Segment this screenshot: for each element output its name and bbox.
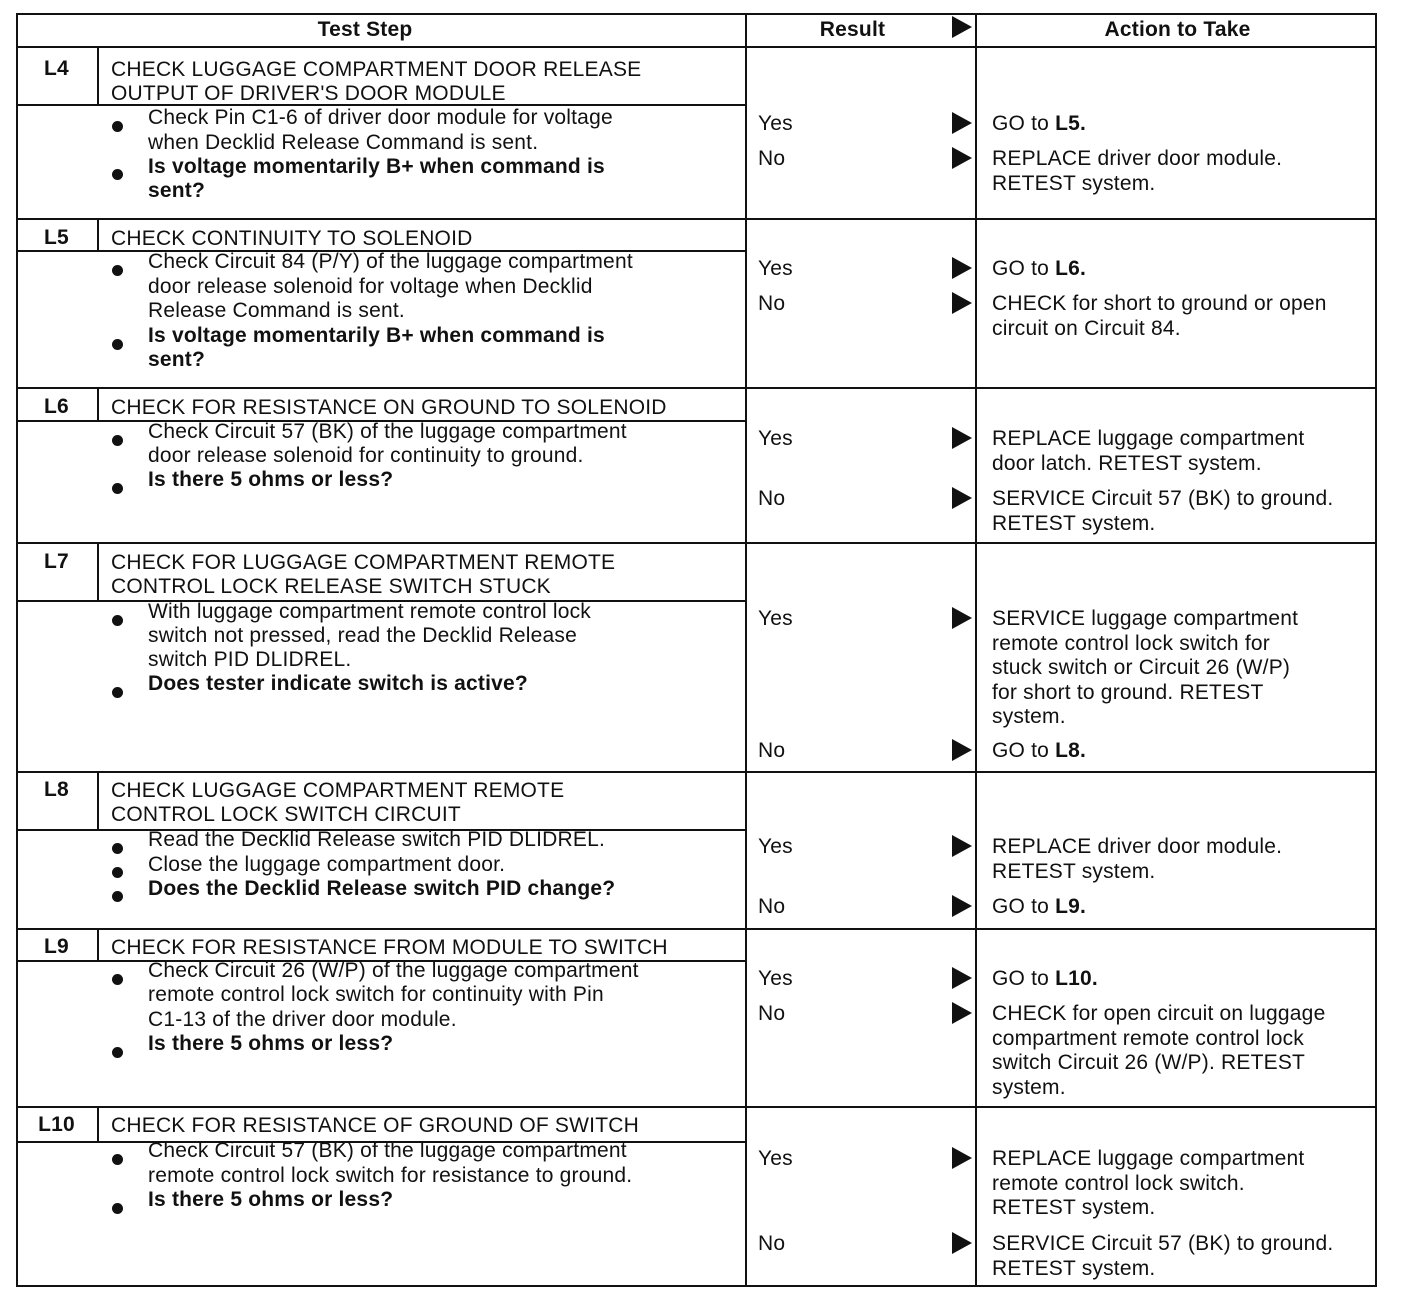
- check-instruction-line: when Decklid Release Command is sent.: [148, 131, 539, 154]
- action-line: [992, 681, 1264, 706]
- action-text: RETEST system.: [992, 1256, 1156, 1280]
- check-instruction-line: Check Circuit 26 (W/P) of the luggage compartment: [148, 959, 639, 982]
- arrow-icon: [952, 112, 972, 134]
- check-instruction-line: Release Command is sent.: [148, 299, 405, 322]
- action-line: [992, 147, 1282, 172]
- check-question-line: Is there 5 ohms or less?: [148, 468, 394, 491]
- step-title-line: CHECK FOR LUGGAGE COMPARTMENT REMOTE: [111, 551, 616, 574]
- action-line: [992, 705, 1066, 730]
- check-instruction-line: Check Circuit 57 (BK) of the luggage compartment: [148, 1139, 627, 1162]
- action-line: [992, 1027, 1304, 1052]
- check-instruction-line: Read the Decklid Release switch PID DLIDREL.: [148, 828, 605, 851]
- action-text: REPLACE luggage compartment: [992, 1147, 1305, 1170]
- next-step-ref: L9.: [1055, 895, 1087, 918]
- result-yes: Yes: [758, 112, 793, 135]
- step-id: L6: [44, 395, 69, 418]
- step-id: L10: [38, 1113, 75, 1136]
- bullet-icon: [112, 1047, 123, 1058]
- action-column-divider: [975, 13, 977, 1287]
- action-text: CHECK for open circuit on luggage: [992, 1002, 1326, 1025]
- bullet-icon: [112, 483, 123, 494]
- step-id-divider: [97, 928, 99, 960]
- result-yes: Yes: [758, 257, 793, 280]
- header-arrow-icon: [952, 16, 972, 38]
- action-line: [992, 1196, 1155, 1221]
- action-line: [992, 1076, 1066, 1101]
- action-text: RETEST system.: [992, 511, 1156, 535]
- check-instruction-line: Check Circuit 84 (P/Y) of the luggage compartment: [148, 250, 633, 273]
- arrow-icon: [952, 487, 972, 509]
- action-line: [992, 1051, 1305, 1076]
- action-text: RETEST system.: [992, 859, 1156, 883]
- check-instruction-line: switch PID DLIDREL.: [148, 648, 352, 671]
- action-line: [992, 607, 1298, 632]
- result-yes: Yes: [758, 967, 793, 990]
- action-text: GO to: [992, 257, 1056, 280]
- step-separator: [16, 387, 1377, 389]
- step-id: L5: [44, 226, 69, 249]
- action-text: CHECK for short to ground or open: [992, 292, 1327, 315]
- action-line: [992, 1002, 1325, 1027]
- result-no: No: [758, 292, 786, 315]
- action-line: [992, 452, 1262, 477]
- check-question-line: Is there 5 ohms or less?: [148, 1032, 394, 1055]
- step-title-line: CHECK LUGGAGE COMPARTMENT DOOR RELEASE: [111, 58, 642, 81]
- action-text: RETEST system.: [992, 1196, 1156, 1219]
- header-action: Action to Take: [1104, 18, 1251, 41]
- step-title-line: CHECK FOR RESISTANCE ON GROUND TO SOLENOID: [111, 396, 667, 419]
- step-separator: [16, 218, 1377, 220]
- result-column-divider: [745, 13, 747, 1287]
- action-line: [992, 512, 1155, 537]
- action-line: [992, 895, 1086, 920]
- next-step-ref: L10.: [1055, 967, 1098, 990]
- step-separator: [16, 771, 1377, 773]
- action-text: RETEST system.: [992, 171, 1156, 195]
- step-id-divider: [97, 387, 99, 420]
- result-no: No: [758, 147, 786, 170]
- bullet-icon: [112, 843, 123, 854]
- check-instruction-line: Check Circuit 57 (BK) of the luggage compartment: [148, 420, 627, 443]
- header-test-step: Test Step: [317, 18, 413, 41]
- action-line: [992, 656, 1290, 681]
- step-id: L4: [44, 57, 69, 80]
- arrow-icon: [952, 895, 972, 917]
- step-id-divider: [97, 1106, 99, 1141]
- action-text: SERVICE Circuit 57 (BK) to ground.: [992, 487, 1334, 510]
- arrow-icon: [952, 292, 972, 314]
- bullet-icon: [112, 615, 123, 626]
- action-text: SERVICE luggage compartment: [992, 607, 1299, 630]
- next-step-ref: L6.: [1055, 257, 1087, 280]
- action-text: system.: [992, 1075, 1066, 1099]
- bullet-icon: [112, 1203, 123, 1214]
- action-text: remote control lock switch for: [992, 631, 1270, 655]
- arrow-icon: [952, 835, 972, 857]
- check-instruction-line: Close the luggage compartment door.: [148, 853, 506, 876]
- step-separator: [16, 1106, 1377, 1108]
- action-text: GO to: [992, 895, 1056, 918]
- action-text: GO to: [992, 112, 1056, 135]
- check-instruction-line: door release solenoid for continuity to ground.: [148, 444, 584, 467]
- step-title-line: OUTPUT OF DRIVER'S DOOR MODULE: [111, 82, 506, 105]
- check-question-line: Is voltage momentarily B+ when command is: [148, 155, 605, 178]
- step-id-divider: [97, 218, 99, 250]
- check-instruction-line: door release solenoid for voltage when Decklid: [148, 275, 593, 298]
- arrow-icon: [952, 427, 972, 449]
- action-text: REPLACE driver door module.: [992, 835, 1283, 858]
- bullet-icon: [112, 169, 123, 180]
- next-step-ref: L8.: [1055, 739, 1087, 762]
- action-text: REPLACE driver door module.: [992, 147, 1283, 170]
- bullet-icon: [112, 1154, 123, 1165]
- step-title-line: CHECK FOR RESISTANCE OF GROUND OF SWITCH: [111, 1114, 639, 1137]
- action-line: [992, 1257, 1155, 1282]
- step-separator: [16, 542, 1377, 544]
- action-text: stuck switch or Circuit 26 (W/P): [992, 656, 1291, 679]
- bullet-icon: [112, 265, 123, 276]
- bullet-icon: [112, 121, 123, 132]
- result-yes: Yes: [758, 1147, 793, 1170]
- step-id: L7: [44, 550, 69, 573]
- action-text: SERVICE Circuit 57 (BK) to ground.: [992, 1232, 1334, 1255]
- check-question-line: Is there 5 ohms or less?: [148, 1188, 394, 1211]
- step-id-divider: [97, 542, 99, 600]
- action-text: door latch. RETEST system.: [992, 451, 1262, 475]
- step-id: L9: [44, 935, 69, 958]
- check-question-line: Is voltage momentarily B+ when command is: [148, 324, 605, 347]
- bullet-icon: [112, 891, 123, 902]
- action-line: [992, 835, 1282, 860]
- check-question-line: Does the Decklid Release switch PID change?: [148, 877, 616, 900]
- step-title-line: CONTROL LOCK SWITCH CIRCUIT: [111, 803, 461, 826]
- action-text: REPLACE luggage compartment: [992, 427, 1305, 450]
- header-divider: [16, 46, 1377, 48]
- action-line: [992, 172, 1155, 197]
- step-id: L8: [44, 778, 69, 801]
- arrow-icon: [952, 607, 972, 629]
- check-instruction-line: C1-13 of the driver door module.: [148, 1008, 457, 1031]
- check-question-line: sent?: [148, 179, 206, 202]
- action-line: [992, 860, 1155, 885]
- arrow-icon: [952, 739, 972, 761]
- step-title-line: CONTROL LOCK RELEASE SWITCH STUCK: [111, 575, 551, 598]
- action-line: [992, 487, 1333, 512]
- check-instruction-line: remote control lock switch for resistance to ground.: [148, 1164, 633, 1187]
- action-line: [992, 1172, 1245, 1197]
- action-line: [992, 1147, 1304, 1172]
- action-text: system.: [992, 705, 1066, 728]
- result-no: No: [758, 1232, 786, 1255]
- action-line: [992, 427, 1304, 452]
- check-instruction-line: Check Pin C1-6 of driver door module for voltage: [148, 106, 613, 129]
- next-step-ref: L5.: [1055, 112, 1087, 135]
- action-text: compartment remote control lock: [992, 1026, 1304, 1050]
- bullet-icon: [112, 867, 123, 878]
- result-yes: Yes: [758, 607, 793, 630]
- check-instruction-line: With luggage compartment remote control lock: [148, 600, 591, 623]
- step-separator: [16, 928, 1377, 930]
- step-id-divider: [97, 771, 99, 829]
- action-text: circuit on Circuit 84.: [992, 316, 1181, 340]
- check-question-line: Does tester indicate switch is active?: [148, 672, 528, 695]
- header-result: Result: [819, 18, 886, 41]
- result-no: No: [758, 739, 786, 762]
- action-line: [992, 317, 1181, 342]
- action-text: remote control lock switch.: [992, 1171, 1245, 1195]
- arrow-icon: [952, 1232, 972, 1254]
- arrow-icon: [952, 147, 972, 169]
- action-line: [992, 632, 1270, 657]
- bullet-icon: [112, 974, 123, 985]
- step-id-divider: [97, 46, 99, 104]
- result-no: No: [758, 487, 786, 510]
- step-title-line: CHECK FOR RESISTANCE FROM MODULE TO SWITCH: [111, 936, 668, 959]
- result-no: No: [758, 895, 786, 918]
- step-title-line: CHECK LUGGAGE COMPARTMENT REMOTE: [111, 779, 565, 802]
- arrow-icon: [952, 967, 972, 989]
- result-yes: Yes: [758, 427, 793, 450]
- step-title-line: CHECK CONTINUITY TO SOLENOID: [111, 227, 473, 250]
- action-line: [992, 292, 1327, 317]
- action-text: GO to: [992, 739, 1056, 762]
- result-no: No: [758, 1002, 786, 1025]
- action-line: [992, 967, 1098, 992]
- check-instruction-line: remote control lock switch for continuity with Pin: [148, 983, 604, 1006]
- check-instruction-line: switch not pressed, read the Decklid Release: [148, 624, 578, 647]
- action-text: switch Circuit 26 (W/P). RETEST: [992, 1051, 1306, 1074]
- action-line: [992, 112, 1086, 137]
- arrow-icon: [952, 257, 972, 279]
- bullet-icon: [112, 687, 123, 698]
- arrow-icon: [952, 1147, 972, 1169]
- result-yes: Yes: [758, 835, 793, 858]
- action-line: [992, 257, 1086, 282]
- action-line: [992, 739, 1086, 764]
- bullet-icon: [112, 339, 123, 350]
- action-text: GO to: [992, 967, 1056, 990]
- action-line: [992, 1232, 1333, 1257]
- bullet-icon: [112, 435, 123, 446]
- arrow-icon: [952, 1002, 972, 1024]
- action-text: for short to ground. RETEST: [992, 680, 1264, 704]
- check-question-line: sent?: [148, 348, 206, 371]
